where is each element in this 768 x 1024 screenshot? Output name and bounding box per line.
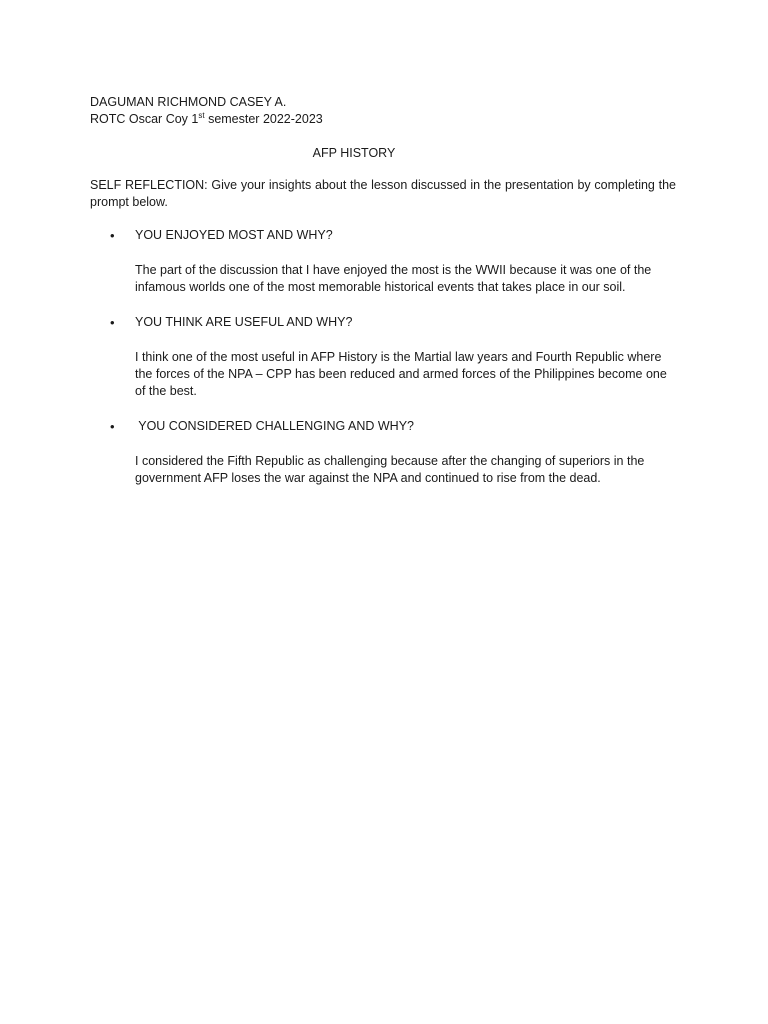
course-superscript: st	[198, 110, 205, 120]
answer-enjoyed: The part of the discussion that I have enjoyed the most is the WWII because it was one of the infamous worlds one of the most memorable historical events that takes place in our soil.	[135, 263, 652, 294]
answer-useful: I think one of the most useful in AFP History is the Martial law years and Fourth Republic where the forces of the NPA – CPP has been reduced and armed forces of the Philippines become one of the best.	[135, 350, 667, 398]
course-line	[90, 111, 323, 128]
student-name: DAGUMAN RICHMOND CASEY A.	[90, 95, 287, 109]
prompt-enjoyed: YOU ENJOYED MOST AND WHY?	[135, 228, 333, 242]
bullet-icon: •	[110, 419, 115, 434]
document-title: AFP HISTORY	[312, 146, 396, 160]
prompt-challenging: YOU CONSIDERED CHALLENGING AND WHY?	[135, 419, 414, 433]
course-prefix: ROTC Oscar Coy 1	[90, 112, 199, 126]
answer-challenging: I considered the Fifth Republic as challenging because after the changing of superiors in the government AFP loses the war against the NPA and continued to rise from the dead.	[135, 454, 645, 485]
bullet-icon: •	[110, 315, 115, 330]
course-suffix: semester 2022-2023	[204, 112, 323, 126]
bullet-icon: •	[110, 228, 115, 243]
prompt-useful: YOU THINK ARE USEFUL AND WHY?	[135, 315, 353, 329]
instructions-paragraph: SELF REFLECTION: Give your insights about the lesson discussed in the presentation by completing the prompt below.	[90, 178, 676, 209]
